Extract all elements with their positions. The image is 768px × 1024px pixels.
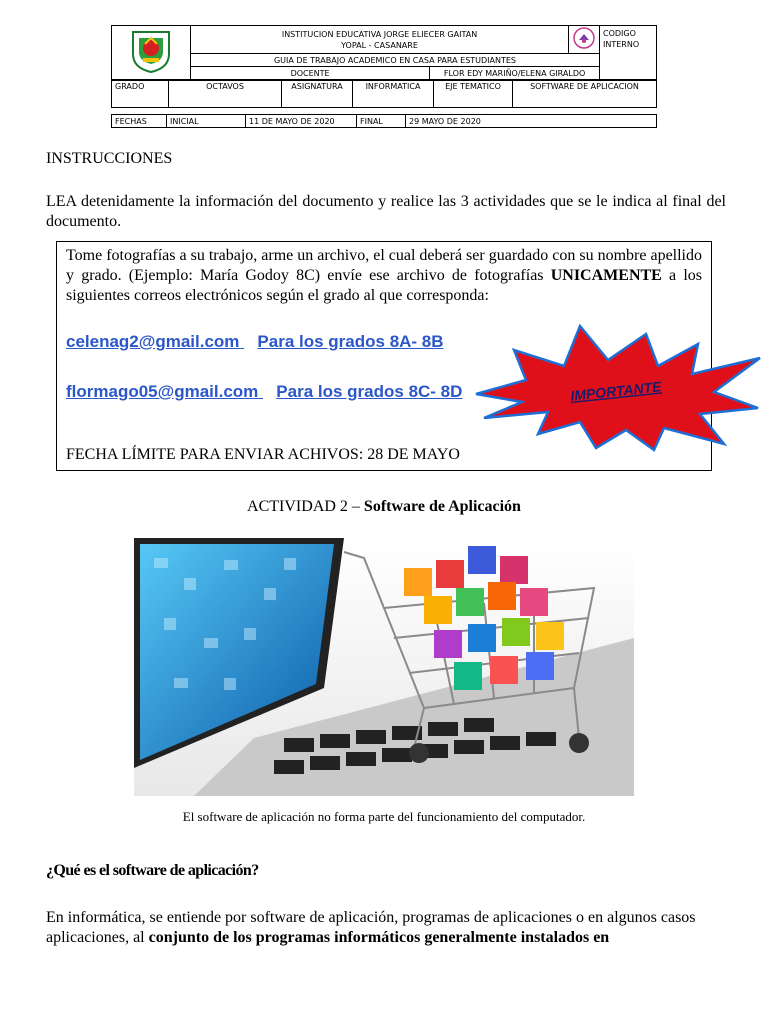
asignatura-label: ASIGNATURA bbox=[282, 81, 353, 108]
instructions-title: INSTRUCCIONES bbox=[46, 150, 173, 167]
seal-cell bbox=[569, 26, 600, 54]
box-text: Tome fotografías a su trabajo, arme un archivo, el cual deberá ser guardado con su nombre apellido y grado. (Ejemplo: María Godoy 8C) envíe ese archivo de fotografías UNICAMENTE a los siguientes correos electrónicos según el grado al que corresponda: bbox=[66, 247, 702, 304]
grado-value: OCTAVOS bbox=[169, 81, 282, 108]
instructions-text: LEA detenidamente la información del documento y realice las 3 actividades que se le indica al final del documento. bbox=[46, 193, 726, 230]
email-link-2[interactable]: flormago05@gmail.com bbox=[66, 382, 259, 401]
asignatura-value: INFORMATICA bbox=[353, 81, 434, 108]
section-question: ¿Qué es el software de aplicación? bbox=[46, 862, 259, 879]
eje-value: SOFTWARE DE APLICACION bbox=[513, 81, 657, 108]
activity-heading: ACTIVIDAD 2 – Software de Aplicación bbox=[247, 498, 521, 515]
inicial-label: INICIAL bbox=[167, 115, 246, 128]
docente-value: FLOR EDY MARIÑO/ELENA GIRALDO bbox=[430, 67, 600, 80]
grades-1: Para los grados 8A- 8B bbox=[257, 332, 444, 351]
eje-label: EJE TEMATICO bbox=[434, 81, 513, 108]
docente-label: DOCENTE bbox=[191, 67, 430, 80]
image-caption: El software de aplicación no forma parte del funcionamiento del computador. bbox=[182, 809, 586, 824]
software-cart-image bbox=[134, 538, 634, 796]
guide-title: GUIA DE TRABAJO ACADEMICO EN CASA PARA ESTUDIANTES bbox=[191, 54, 600, 67]
email-link-1[interactable]: celenag2@gmail.com bbox=[66, 332, 240, 351]
important-label: IMPORTANTE bbox=[569, 378, 663, 404]
important-burst-icon bbox=[468, 322, 764, 452]
grades-2: Para los grados 8C- 8D bbox=[276, 382, 463, 401]
code-label: CODIGO INTERNO bbox=[600, 26, 657, 80]
inicial-value: 11 DE MAYO DE 2020 bbox=[246, 115, 357, 128]
institution-seal-icon bbox=[572, 26, 596, 50]
institution-name: INSTITUCION EDUCATIVA JORGE ELIECER GAITAN YOPAL - CASANARE bbox=[191, 26, 569, 54]
document-header bbox=[111, 25, 657, 131]
final-value: 29 MAYO DE 2020 bbox=[406, 115, 657, 128]
school-crest-icon bbox=[115, 28, 187, 74]
final-label: FINAL bbox=[357, 115, 406, 128]
deadline-text: FECHA LÍMITE PARA ENVIAR ACHIVOS: 28 DE MAYO bbox=[66, 446, 460, 463]
school-logo bbox=[112, 26, 191, 80]
email-line-1 bbox=[66, 332, 444, 352]
grado-label: GRADO bbox=[112, 81, 169, 108]
fechas-label: FECHAS bbox=[112, 115, 167, 128]
definition-paragraph: En informática, se entiende por software de aplicación, programas de aplicaciones o en algunos casos aplicaciones, al conjunto de los programas informáticos generalmente instalados en bbox=[46, 909, 696, 946]
email-line-2 bbox=[66, 382, 462, 402]
